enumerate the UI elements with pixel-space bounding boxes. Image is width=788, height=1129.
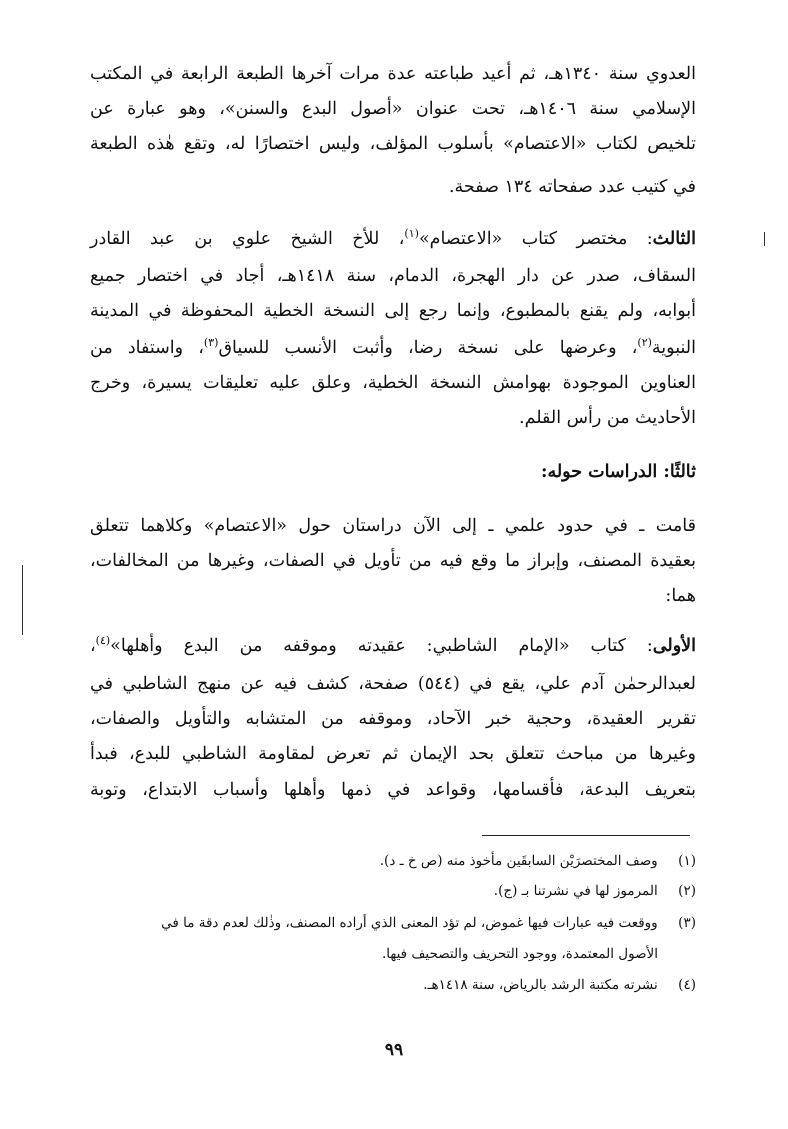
scan-mark	[22, 565, 23, 635]
text-line: تلخيص لكتاب «الاعتصام» بأسلوب المؤلف، وليس اختصارًا له، وتقع هٰذه الطبعة	[90, 134, 696, 154]
text-line: أبوابه، ولم يقنع بالمطبوع، وإنما رجع إلى النسخة الخطية المحفوظة في المدينة	[90, 301, 696, 321]
footnote-ref[interactable]: (١)	[404, 227, 419, 241]
text-line: الثالث: مختصر كتاب «الاعتصام»$^{(١)}$، للأخ الشيخ علوي بن عبد القادر	[90, 227, 696, 249]
text-line: قامت ـ في حدود علمي ـ إلى الآن دراستان حول «الاعتصام» وكلاهما تتعلق	[90, 516, 696, 536]
text-line: السقاف، صدر عن دار الهجرة، الدمام، سنة ١٤١٨هـ، أجاد في اختصار جميع	[90, 266, 696, 286]
text-line: الأولى: كتاب «الإمام الشاطبي: عقيدته وموقفه من البدع وأهلها»$^{(٤)}$،	[90, 634, 696, 656]
footnote-separator	[482, 835, 690, 836]
text-line: الإسلامي سنة ١٤٠٦هـ، تحت عنوان «أصول البدع والسنن»، وهو عبارة عن	[90, 99, 696, 119]
paragraph-label: الثالث	[652, 229, 696, 249]
footnote-ref[interactable]: (٤)	[95, 634, 111, 648]
text-line: النبوية$^{(٢)}$، وعرضها على نسخة رضا، وأثبت الأنسب للسياق$^{(٣)}$، واستفاد من	[90, 336, 696, 358]
footnote-continuation: الأصول المعتمدة، ووجود التحريف والتصحيف فيها.	[381, 946, 658, 962]
footnote: (١) وصف المختصرَيْن السابقَين مأخوذ منه (ص خ ـ د).	[379, 853, 696, 869]
text-line: هما:	[665, 586, 696, 606]
footnote: (٤) نشرته مكتبة الرشد بالرياض، سنة ١٤١٨هـ.	[423, 977, 696, 993]
text-line: بتعريف البدعة، فأقسامها، وقواعد في ذمها وأهلها وأسباب الابتداع، وتوبة	[90, 780, 696, 800]
text-line: تقرير العقيدة، وحجية خبر الآحاد، وموقفه من المتشابه والتأويل والصفات،	[90, 709, 696, 729]
scan-mark	[764, 232, 765, 246]
paragraph-label: الأولى	[652, 636, 696, 656]
text-line: في كتيب عدد صفحاته ١٣٤ صفحة.	[448, 177, 696, 197]
section-heading: ثالثًا: الدراسات حوله:	[541, 462, 696, 482]
footnote-ref[interactable]: (٣)	[203, 336, 219, 350]
text-line: العدوي سنة ١٣٤٠هـ، ثم أعيد طباعته عدة مرات آخرها الطبعة الرابعة في المكتب	[90, 64, 696, 84]
footnote: (٣) ووقعت فيه عبارات فيها غموض، لم تؤد المعنى الذي أراده المصنف، وذٰلك لعدم دقة ما في	[161, 915, 696, 931]
text-line: العناوين الموجودة بهوامش النسخة الخطية، وعلق عليه تعليقات يسيرة، وخرج	[90, 373, 696, 393]
text-line: لعبدالرحمٰن آدم علي، يقع في (٥٤٤) صفحة، كشف فيه عن منهج الشاطبي في	[90, 674, 696, 694]
footnote-ref[interactable]: (٢)	[637, 336, 652, 350]
text-line: بعقيدة المصنف، وإبراز ما وقع فيه من تأويل في الصفات، وغيرها من المخالفات،	[90, 551, 696, 571]
text-line: الأحاديث من رأس القلم.	[519, 408, 696, 428]
footnote: (٢) المرموز لها في نشرتنا بـ (ج).	[493, 883, 696, 899]
text-line: وغيرها من مباحث تتعلق بحد الإيمان ثم تعرض لمقاومة الشاطبي للبدع، فبدأ	[90, 744, 696, 764]
page-number: ٩٩	[384, 1040, 404, 1060]
